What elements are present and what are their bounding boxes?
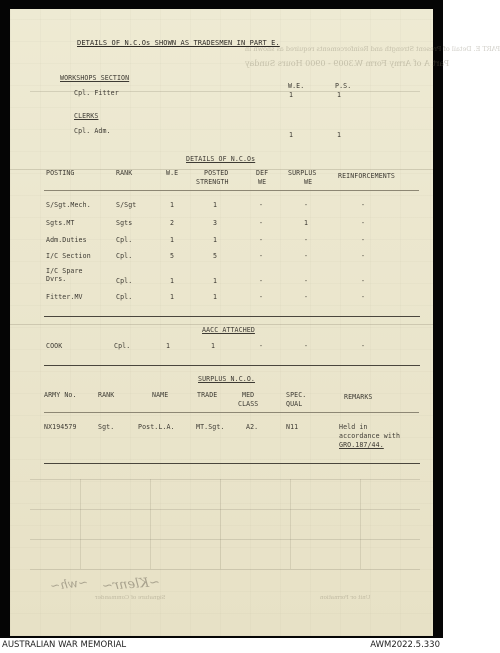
col-surplus: SURPLUS [288,169,317,177]
row-remarks-cont: GRO.187/44. [339,441,384,449]
bleed-through-rule [30,509,420,510]
workshops-row-label: Cpl. Fitter [74,89,119,97]
row-posting: I/C Spare [46,267,83,275]
footer-institution: AUSTRALIAN WAR MEMORIAL [2,640,127,650]
row-we: 1 [170,293,175,301]
ps-header: P.S. [335,82,352,90]
section-rule [44,316,420,317]
row-we: 5 [170,252,175,260]
row-rank: S/Sgt [116,201,137,209]
col-posted: POSTED [204,169,229,177]
bleed-through-signature: ~wh~ [49,575,89,593]
row-spec: N11 [286,423,299,431]
row-army-no: NX194579 [44,423,77,431]
row-reinf: - [361,219,366,227]
col-spec-2: QUAL [286,400,303,408]
archive-footer [0,638,443,653]
section-rule [44,463,420,464]
row-reinf: - [361,252,366,260]
details-heading: DETAILS OF N.C.Os [186,155,256,163]
row-name: Post.L.A. [138,423,175,431]
row-we: 1 [170,201,175,209]
clerks-row-label: Cpl. Adm. [74,127,111,135]
row-reinf: - [361,236,366,244]
row-posting: S/Sgt.Mech. [46,201,91,209]
row-rank: Cpl. [116,277,133,285]
row-def: - [259,277,264,285]
workshops-ps-value: 1 [337,91,342,99]
row-rank: Cpl. [116,236,133,244]
workshops-we-value: 1 [289,91,294,99]
row-posting-cont: Dvrs. [46,275,67,283]
document-page [10,9,500,636]
col-name: NAME [152,391,169,399]
bleed-through-caption: Unit or Formation [320,595,371,601]
row-surplus: - [304,277,309,285]
clerks-we-value: 1 [289,131,294,139]
row-posting: COOK [46,342,63,350]
row-posted: 1 [211,342,216,350]
col-we: W.E [166,169,179,177]
row-surplus: - [304,201,309,209]
col-trade: TRADE [197,391,218,399]
bleed-through-rule [150,479,151,569]
col-army-no: ARMY No. [44,391,77,399]
col-spec: SPEC. [286,391,307,399]
row-def: - [259,252,264,260]
bleed-through-signature: ~Klenr~ [101,574,161,595]
workshops-heading: WORKSHOPS SECTION [60,74,130,82]
col-remarks: REMARKS [344,393,373,401]
row-we: 2 [170,219,175,227]
row-surplus: - [304,293,309,301]
row-we: 1 [166,342,171,350]
row-remarks-cont: accordance with [339,432,401,440]
col-def: DEF [256,169,269,177]
bleed-through-line: Part A of Army Form W.3009 - 0900 Hours Sunday [245,59,450,68]
col-rank: RANK [98,391,115,399]
row-we: 1 [170,236,175,244]
row-def: - [259,236,264,244]
row-reinf: - [361,342,366,350]
row-def: - [259,201,264,209]
row-rank: Cpl. [116,293,133,301]
row-def: - [259,342,264,350]
col-med-2: CLASS [238,400,259,408]
row-trade: MT.Sgt. [196,423,225,431]
section-rule [44,365,420,366]
col-def-2: WE [258,178,267,186]
col-posting: POSTING [46,169,75,177]
row-posting: Adm.Duties [46,236,87,244]
row-rank: Cpl. [114,342,131,350]
header-rule [44,190,419,191]
row-rank: Sgt. [98,423,115,431]
bleed-through-rule [220,479,221,569]
row-posted: 1 [213,293,218,301]
footer-accession-number: AWM2022.5.330 [370,640,440,650]
clerks-heading: CLERKS [74,112,99,120]
row-surplus: 1 [304,219,309,227]
row-rank: Cpl. [116,252,133,260]
we-header: W.E. [288,82,305,90]
row-reinf: - [361,277,366,285]
row-posting: Sgts.MT [46,219,75,227]
col-rank: RANK [116,169,133,177]
row-posting: I/C Section [46,252,91,260]
row-surplus: - [304,236,309,244]
bleed-through-rule [30,569,420,570]
document-title: DETAILS OF N.C.Os SHOWN AS TRADESMEN IN PART E. [77,39,280,47]
aacc-heading: AACC ATTACHED [202,326,255,334]
row-surplus: - [304,252,309,260]
bleed-through-rule [290,479,291,569]
col-posted-2: STRENGTH [196,178,229,186]
row-remarks: Held in [339,423,368,431]
row-surplus: - [304,342,309,350]
col-surplus-2: WE [304,178,313,186]
row-we: 1 [170,277,175,285]
col-med: MED [242,391,255,399]
header-rule [44,412,419,413]
bleed-through-rule [30,479,420,480]
bleed-through-rule [30,539,420,540]
row-posted: 1 [213,277,218,285]
row-posted: 1 [213,236,218,244]
row-def: - [259,293,264,301]
row-def: - [259,219,264,227]
row-med: A2. [246,423,259,431]
row-posted: 5 [213,252,218,260]
surplus-heading: SURPLUS N.C.O. [198,375,255,383]
bleed-through-rule [360,479,361,569]
row-posted: 1 [213,201,218,209]
paper-fold [10,324,433,325]
bleed-through-caption: Signature of Commander [95,595,166,601]
row-reinf: - [361,293,366,301]
clerks-ps-value: 1 [337,131,342,139]
row-rank: Sgts [116,219,133,227]
row-reinf: - [361,201,366,209]
bleed-through-rule [80,479,81,569]
row-posted: 3 [213,219,218,227]
bleed-through-line: PART E. Detail of Present Strength and Reinforcements required as shown in [245,45,500,53]
col-reinforcements: REINFORCEMENTS [338,172,395,180]
row-posting: Fitter.MV [46,293,83,301]
